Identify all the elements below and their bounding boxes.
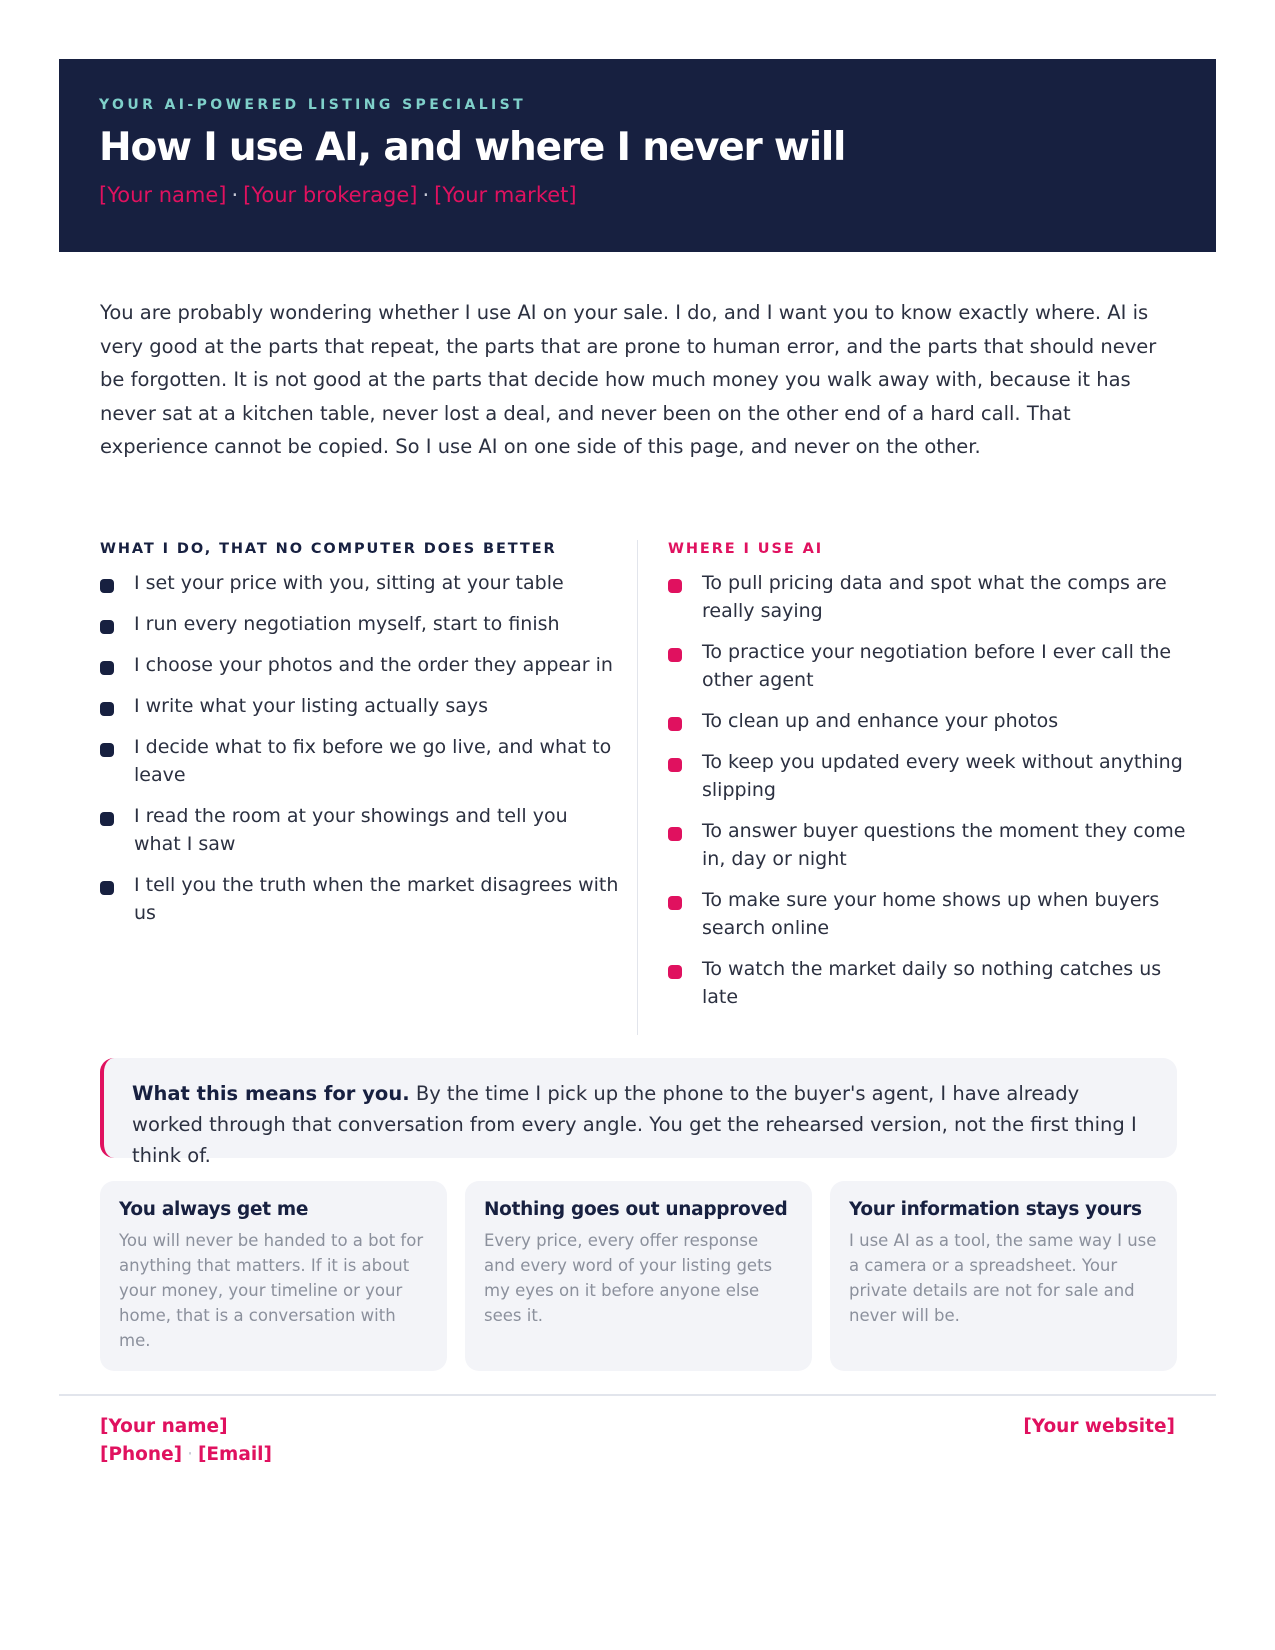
bullet-icon: [668, 648, 682, 662]
list-item: [100, 610, 620, 638]
ai-column: [668, 541, 1188, 1024]
list-item: [668, 817, 1188, 873]
human-column: [100, 541, 620, 940]
bullet-icon: [100, 579, 114, 593]
bullet-icon: [100, 743, 114, 757]
list-item-text: I write what your listing actually says: [134, 695, 489, 717]
bullet-icon: [668, 827, 682, 841]
card-body: You will never be handed to a bot for anything that matters. If it is about your money, your timeline or your home, that is a conversation with me.: [119, 1231, 424, 1350]
list-item-text: To watch the market daily so nothing catches us late: [702, 958, 1162, 1008]
card-body: I use AI as a tool, the same way I use a camera or a spreadsheet. Your private details are not for sale and never will be.: [849, 1231, 1157, 1325]
bullet-icon: [668, 717, 682, 731]
list-item: [668, 638, 1188, 694]
list-item-text: To practice your negotiation before I ever call the other agent: [702, 641, 1172, 691]
list-item: [668, 569, 1188, 625]
list-item-text: I tell you the truth when the market disagrees with us: [134, 874, 619, 924]
separator: ·: [187, 1444, 193, 1465]
list-item: [100, 569, 620, 597]
callout-text: By the time I pick up the phone to the buyer's agent, I have already worked through that conversation from every angle. You get the rehearsed version, not the first thing I think of.: [132, 1082, 1137, 1167]
ai-list: [668, 569, 1188, 1011]
market-placeholder: [Your market]: [434, 183, 577, 207]
human-column-heading: WHAT I DO, THAT NO COMPUTER DOES BETTER: [100, 541, 557, 557]
list-item: [668, 748, 1188, 804]
bullet-icon: [668, 896, 682, 910]
list-item: [100, 802, 620, 858]
footer-website: [Your website]: [1023, 1416, 1175, 1437]
list-item-text: I decide what to fix before we go live, and what to leave: [134, 736, 612, 786]
bullet-icon: [668, 758, 682, 772]
bullet-icon: [100, 881, 114, 895]
footer-website-block: [1023, 1413, 1175, 1441]
human-list: [100, 569, 620, 927]
header-banner: [59, 59, 1216, 252]
list-item: [668, 707, 1188, 735]
name-placeholder: [Your name]: [99, 183, 227, 207]
list-item: [100, 871, 620, 927]
callout-box: [100, 1058, 1177, 1167]
list-item-text: I set your price with you, sitting at your table: [134, 572, 564, 594]
bullet-icon: [100, 661, 114, 675]
list-item: [668, 955, 1188, 1011]
footer-phone: [Phone]: [100, 1444, 183, 1465]
list-item: [100, 651, 620, 679]
list-item-text: To pull pricing data and spot what the comps are really saying: [702, 572, 1167, 622]
separator: ·: [422, 183, 430, 207]
ai-column-heading: WHERE I USE AI: [668, 541, 823, 557]
card-title: You always get me: [119, 1199, 309, 1220]
list-item: [100, 692, 620, 720]
card-title: Your information stays yours: [849, 1199, 1142, 1220]
list-item-text: To keep you updated every week without anything slipping: [702, 751, 1183, 801]
bullet-icon: [668, 965, 682, 979]
list-item-text: I run every negotiation myself, start to finish: [134, 613, 560, 635]
card-always-get-me: [100, 1181, 447, 1371]
bullet-icon: [100, 812, 114, 826]
header-subline: [99, 183, 1176, 207]
list-item: [668, 886, 1188, 942]
column-divider: [637, 540, 638, 1035]
list-item-text: To clean up and enhance your photos: [702, 710, 1059, 732]
list-item-text: I read the room at your showings and tell you what I saw: [134, 805, 568, 855]
bullet-icon: [668, 579, 682, 593]
intro-paragraph: You are probably wondering whether I use AI on your sale. I do, and I want you to know exactly where. AI is very good at the parts that repeat, the parts that are prone to human error, and the parts that should never be forgotten. It is not good at the parts that decide how much money you walk away with, because it has never sat at a kitchen table, never lost a deal, and never been on the other end of a hard call. That experience cannot be copied. So I use AI on one side of this page, and never on the other.: [100, 301, 1157, 458]
page-title: How I use AI, and where I never will: [99, 125, 846, 170]
list-item-text: To make sure your home shows up when buyers search online: [702, 889, 1160, 939]
footer-name: [Your name]: [100, 1416, 228, 1437]
footer-contact: [100, 1413, 272, 1469]
card-nothing-unapproved: [465, 1181, 812, 1371]
brokerage-placeholder: [Your brokerage]: [243, 183, 418, 207]
eyebrow: YOUR AI-POWERED LISTING SPECIALIST: [99, 97, 527, 113]
card-body: Every price, every offer response and every word of your listing gets my eyes on it before anyone else sees it.: [484, 1231, 773, 1325]
footer-divider: [59, 1394, 1216, 1396]
separator: ·: [231, 183, 239, 207]
bullet-icon: [100, 702, 114, 716]
footer-email: [Email]: [197, 1444, 272, 1465]
list-item-text: I choose your photos and the order they appear in: [134, 654, 613, 676]
bullet-icon: [100, 620, 114, 634]
callout-lead: What this means for you.: [132, 1082, 410, 1105]
card-information-stays-yours: [830, 1181, 1177, 1371]
list-item-text: To answer buyer questions the moment they come in, day or night: [702, 820, 1186, 870]
list-item: [100, 733, 620, 789]
card-title: Nothing goes out unapproved: [484, 1199, 788, 1220]
